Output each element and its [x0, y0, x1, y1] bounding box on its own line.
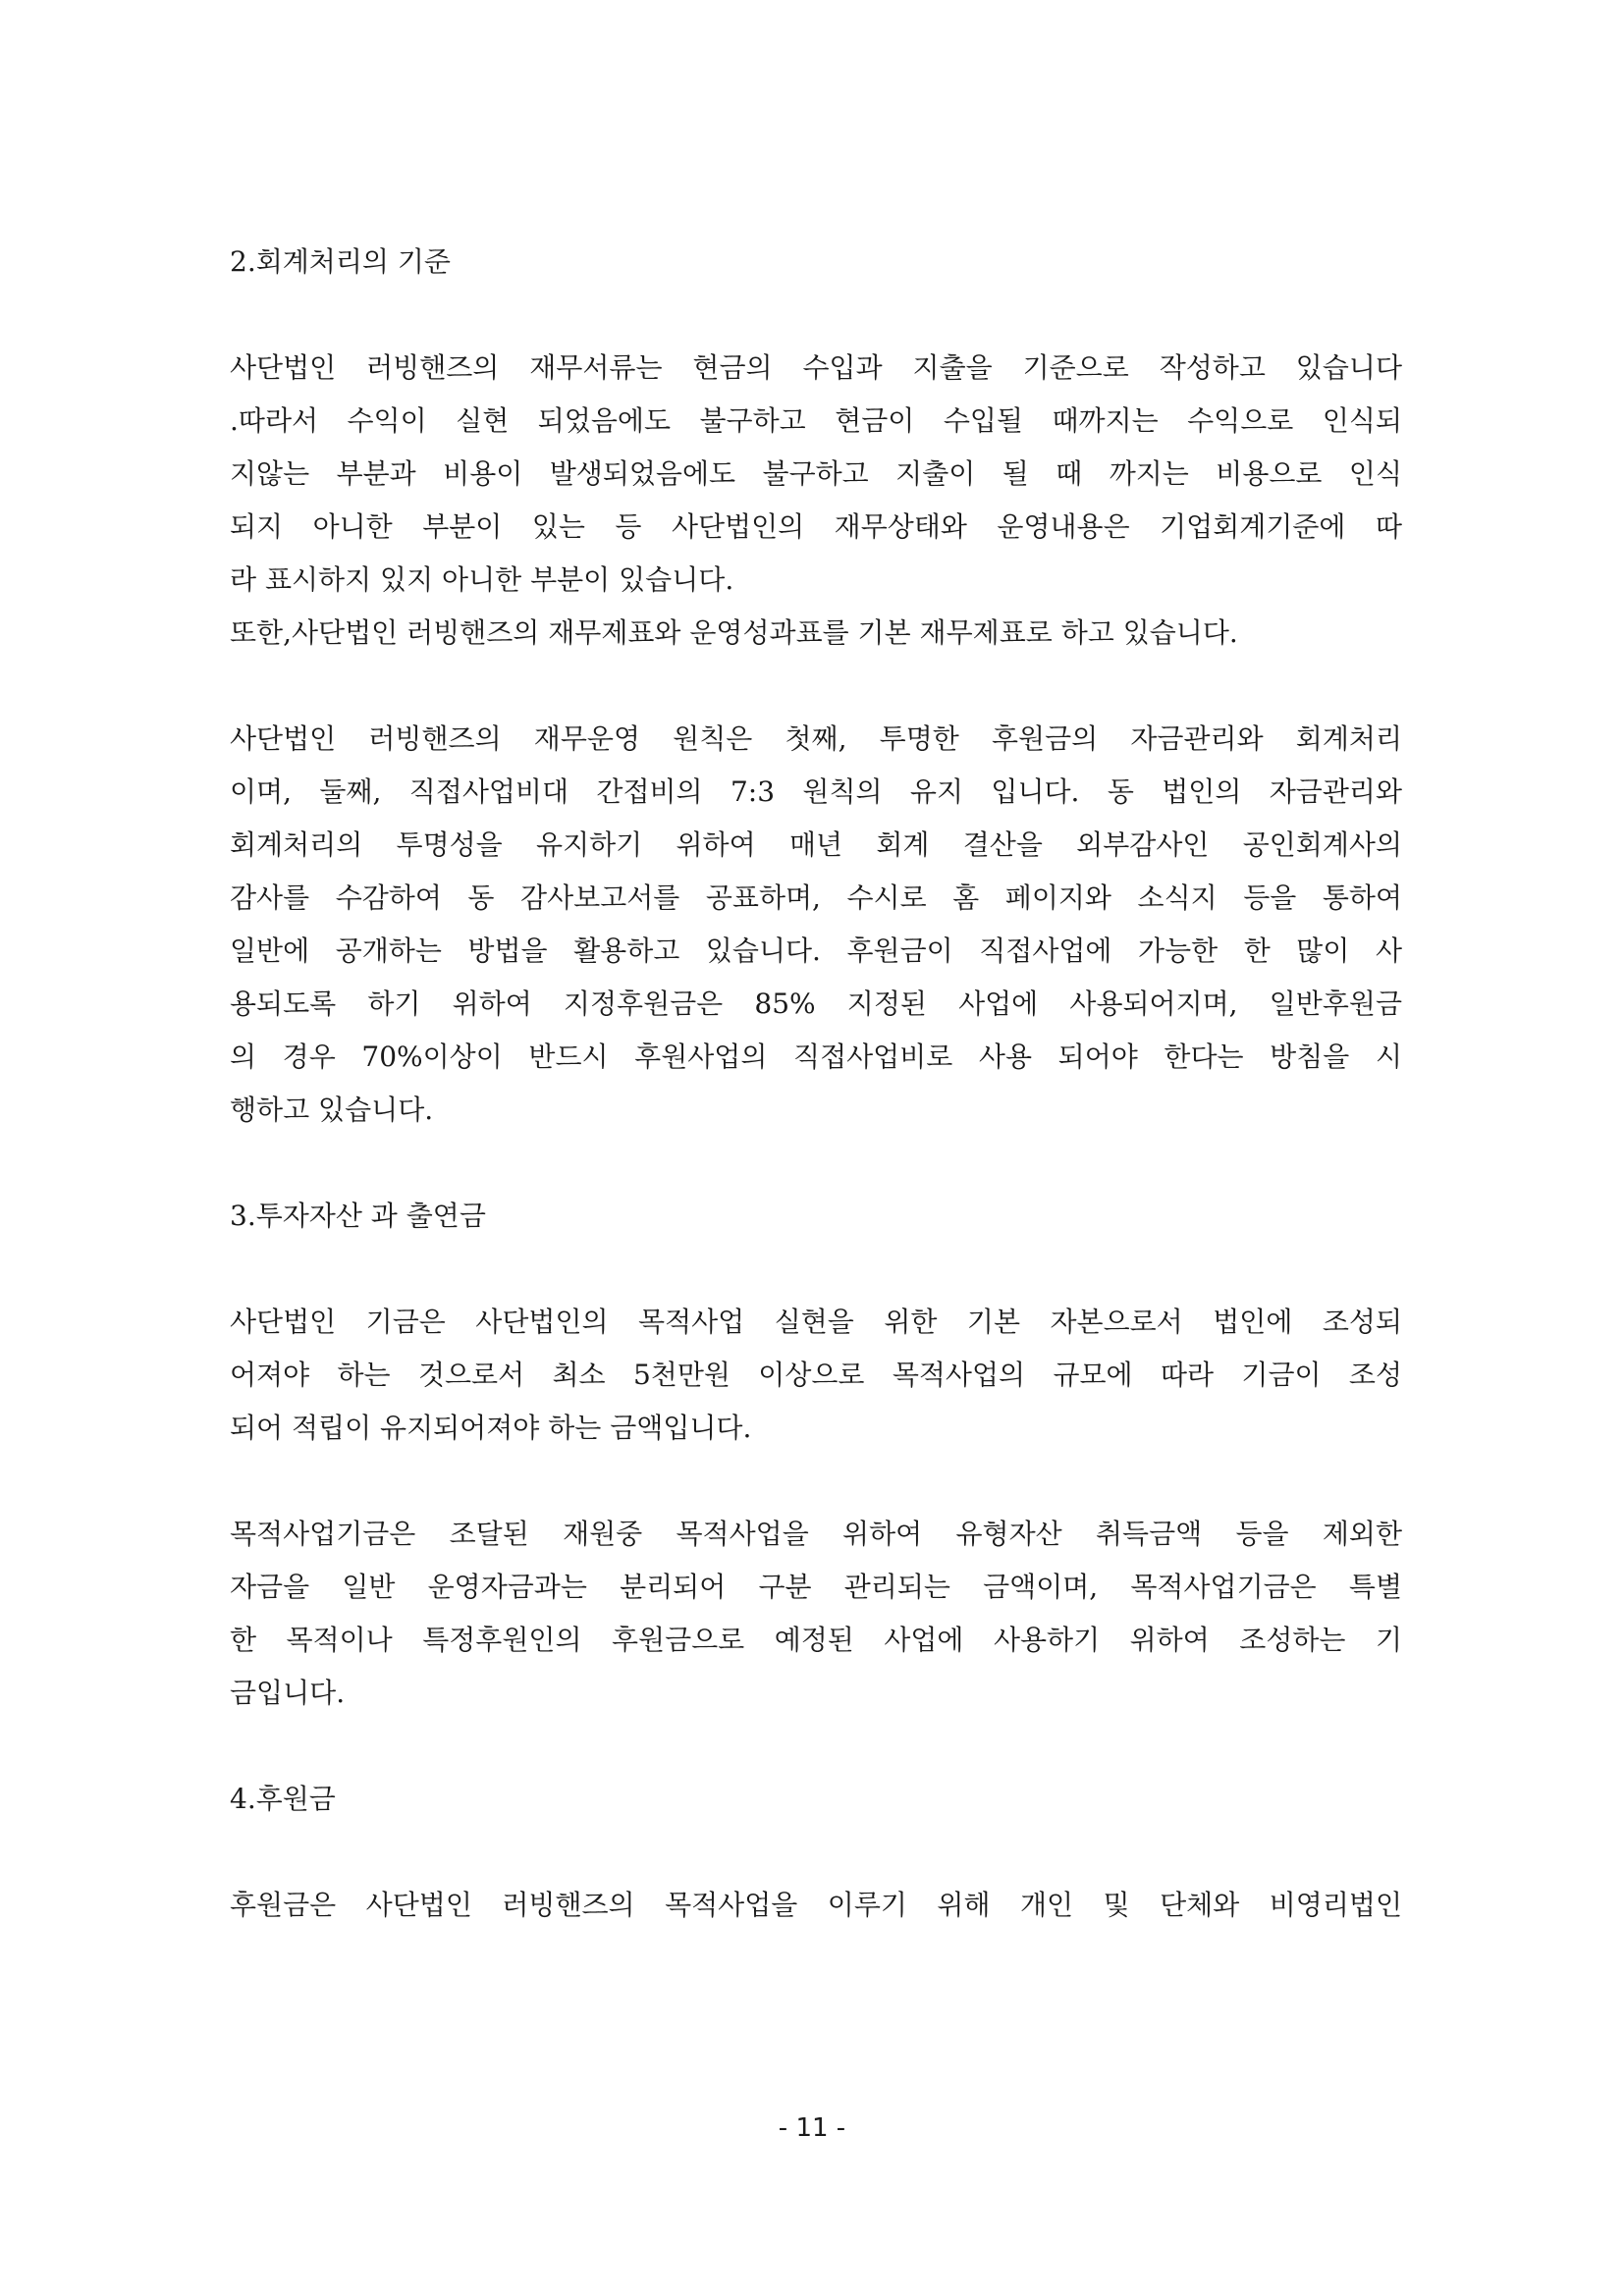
text-line: 이며, 둘째, 직접사업비대 간접비의 7:3 원칙의 유지 입니다. 동 법인의 자금관리와 [230, 775, 1402, 808]
page-number: - 11 - [778, 2113, 846, 2143]
section-heading-donations: 4.후원금 [230, 1783, 336, 1815]
text-line: 용되도록 하기 위하여 지정후원금은 85% 지정된 사업에 사용되어지며, 일반후원금 [230, 988, 1402, 1020]
text-line: .따라서 수익이 실현 되었음에도 불구하고 현금이 수입될 때까지는 수익으로 인식되 [230, 404, 1402, 437]
text-line: 사단법인 기금은 사단법인의 목적사업 실현을 위한 기본 자본으로서 법인에 조성되 [230, 1306, 1402, 1338]
text-line: 행하고 있습니다. [230, 1094, 434, 1126]
text-line: 일반에 공개하는 방법을 활용하고 있습니다. 후원금이 직접사업에 가능한 한 많이 사 [230, 934, 1402, 967]
text-line: 라 표시하지 있지 아니한 부분이 있습니다. [230, 563, 734, 596]
text-line: 지않는 부분과 비용이 발생되었음에도 불구하고 지출이 될 때 까지는 비용으로 인식 [230, 457, 1402, 490]
text-line: 후원금은 사단법인 러빙핸즈의 목적사업을 이루기 위해 개인 및 단체와 비영리법인 [230, 1889, 1402, 1921]
text-line: 어져야 하는 것으로서 최소 5천만원 이상으로 목적사업의 규모에 따라 기금이 조성 [230, 1359, 1402, 1391]
section-heading-accounting-basis: 2.회계처리의 기준 [230, 245, 451, 278]
paragraph-purpose-fund [230, 1508, 1402, 1720]
text-line: 의 경우 70%이상이 반드시 후원사업의 직접사업비로 사용 되어야 한다는 방침을 시 [230, 1041, 1402, 1073]
paragraph-foundation-fund [230, 1296, 1402, 1455]
text-line: 되지 아니한 부분이 있는 등 사단법인의 재무상태와 운영내용은 기업회계기준에 따 [230, 510, 1402, 543]
text-line: 사단법인 러빙핸즈의 재무운영 원칙은 첫째, 투명한 후원금의 자금관리와 회계처리 [230, 722, 1402, 755]
text-line: 목적사업기금은 조달된 재원중 목적사업을 위하여 유형자산 취득금액 등을 제외한 [230, 1518, 1402, 1550]
text-line: 또한,사단법인 러빙핸즈의 재무제표와 운영성과표를 기본 재무제표로 하고 있습니다. [230, 616, 1238, 649]
paragraph-donations [230, 1879, 1402, 1932]
document-body [230, 236, 1402, 1932]
text-line: 사단법인 러빙핸즈의 재무서류는 현금의 수입과 지출을 기준으로 작성하고 있습니다 [230, 351, 1402, 384]
text-line: 자금을 일반 운영자금과는 분리되어 구분 관리되는 금액이며, 목적사업기금은 특별 [230, 1571, 1402, 1603]
paragraph-financial-principles [230, 713, 1402, 1137]
text-line: 회계처리의 투명성을 유지하기 위하여 매년 회계 결산을 외부감사인 공인회계사의 [230, 828, 1402, 861]
paragraph-accounting-basis [230, 342, 1402, 660]
text-line: 금입니다. [230, 1677, 346, 1709]
text-line: 한 목적이나 특정후원인의 후원금으로 예정된 사업에 사용하기 위하여 조성하는 기 [230, 1624, 1402, 1656]
text-line: 되어 적립이 유지되어져야 하는 금액입니다. [230, 1412, 752, 1444]
text-line: 감사를 수감하여 동 감사보고서를 공표하며, 수시로 홈 페이지와 소식지 등을 통하여 [230, 881, 1402, 914]
section-heading-investment-assets: 3.투자자산 과 출연금 [230, 1200, 486, 1232]
